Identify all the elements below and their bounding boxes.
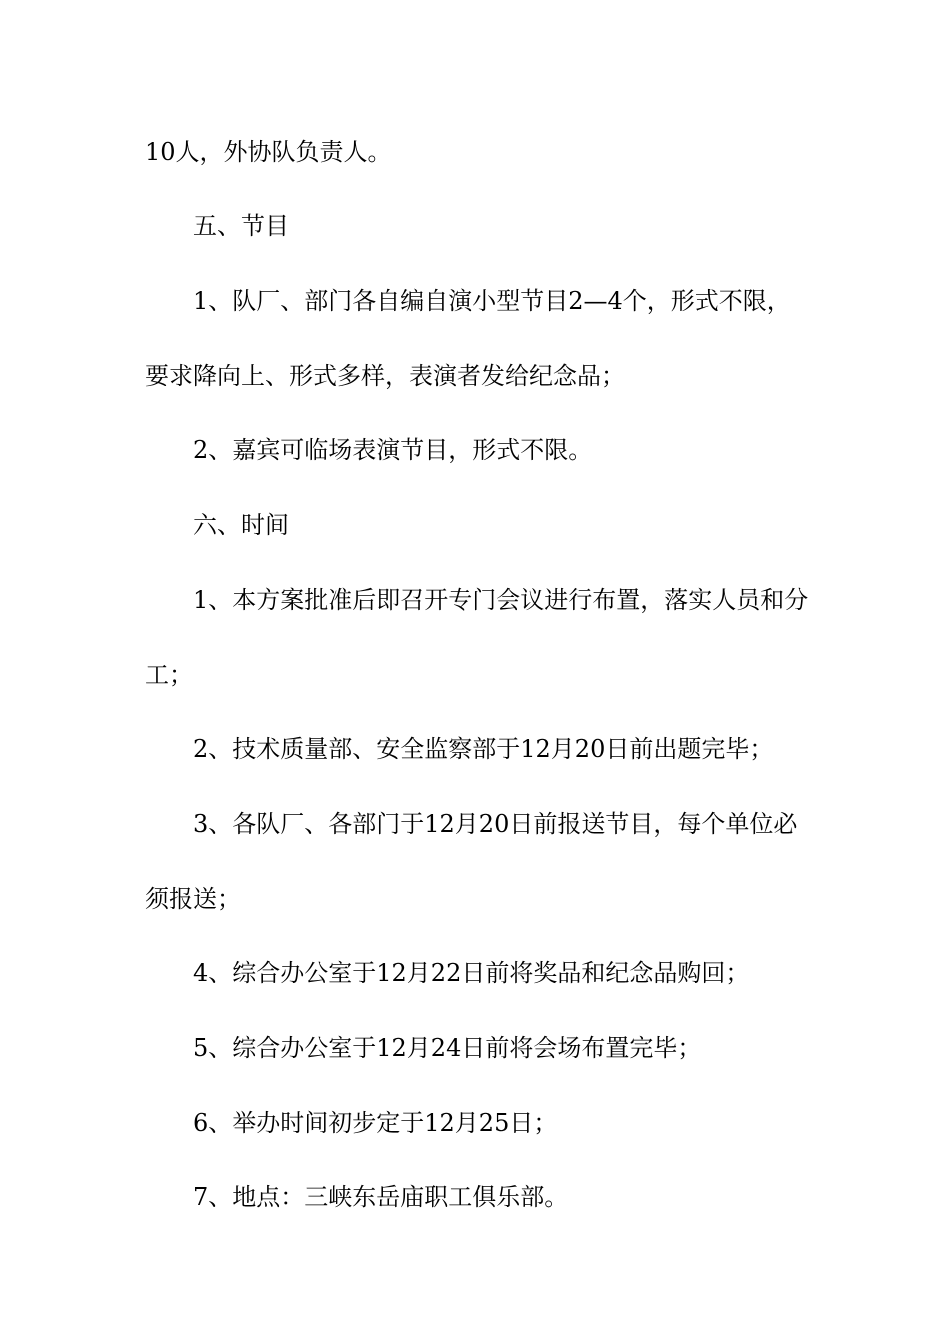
text-line: 3、各队厂、各部门于12月20日前报送节目，每个单位必 (193, 810, 798, 838)
text-line: 5、综合办公室于12月24日前将会场布置完毕； (193, 1034, 702, 1062)
section-heading: 五、节目 (193, 212, 289, 240)
text-line: 7、地点：三峡东岳庙职工俱乐部。 (193, 1183, 569, 1211)
text-line: 2、技术质量部、安全监察部于12月20日前出题完毕； (193, 735, 774, 763)
text-line: 要求降向上、形式多样，表演者发给纪念品； (145, 362, 625, 390)
text-line: 2、嘉宾可临场表演节目，形式不限。 (193, 436, 593, 464)
text-line: 6、举办时间初步定于12月25日； (193, 1109, 558, 1137)
text-line: 1、队厂、部门各自编自演小型节目2—4个，形式不限， (193, 287, 791, 315)
section-heading: 六、时间 (193, 511, 289, 539)
text-line: 须报送； (145, 885, 241, 913)
text-line: 10人，外协队负责人。 (145, 138, 392, 166)
text-line: 1、本方案批准后即召开专门会议进行布置，落实人员和分 (193, 586, 809, 614)
text-line: 4、综合办公室于12月22日前将奖品和纪念品购回； (193, 959, 750, 987)
text-line: 工； (145, 661, 193, 689)
